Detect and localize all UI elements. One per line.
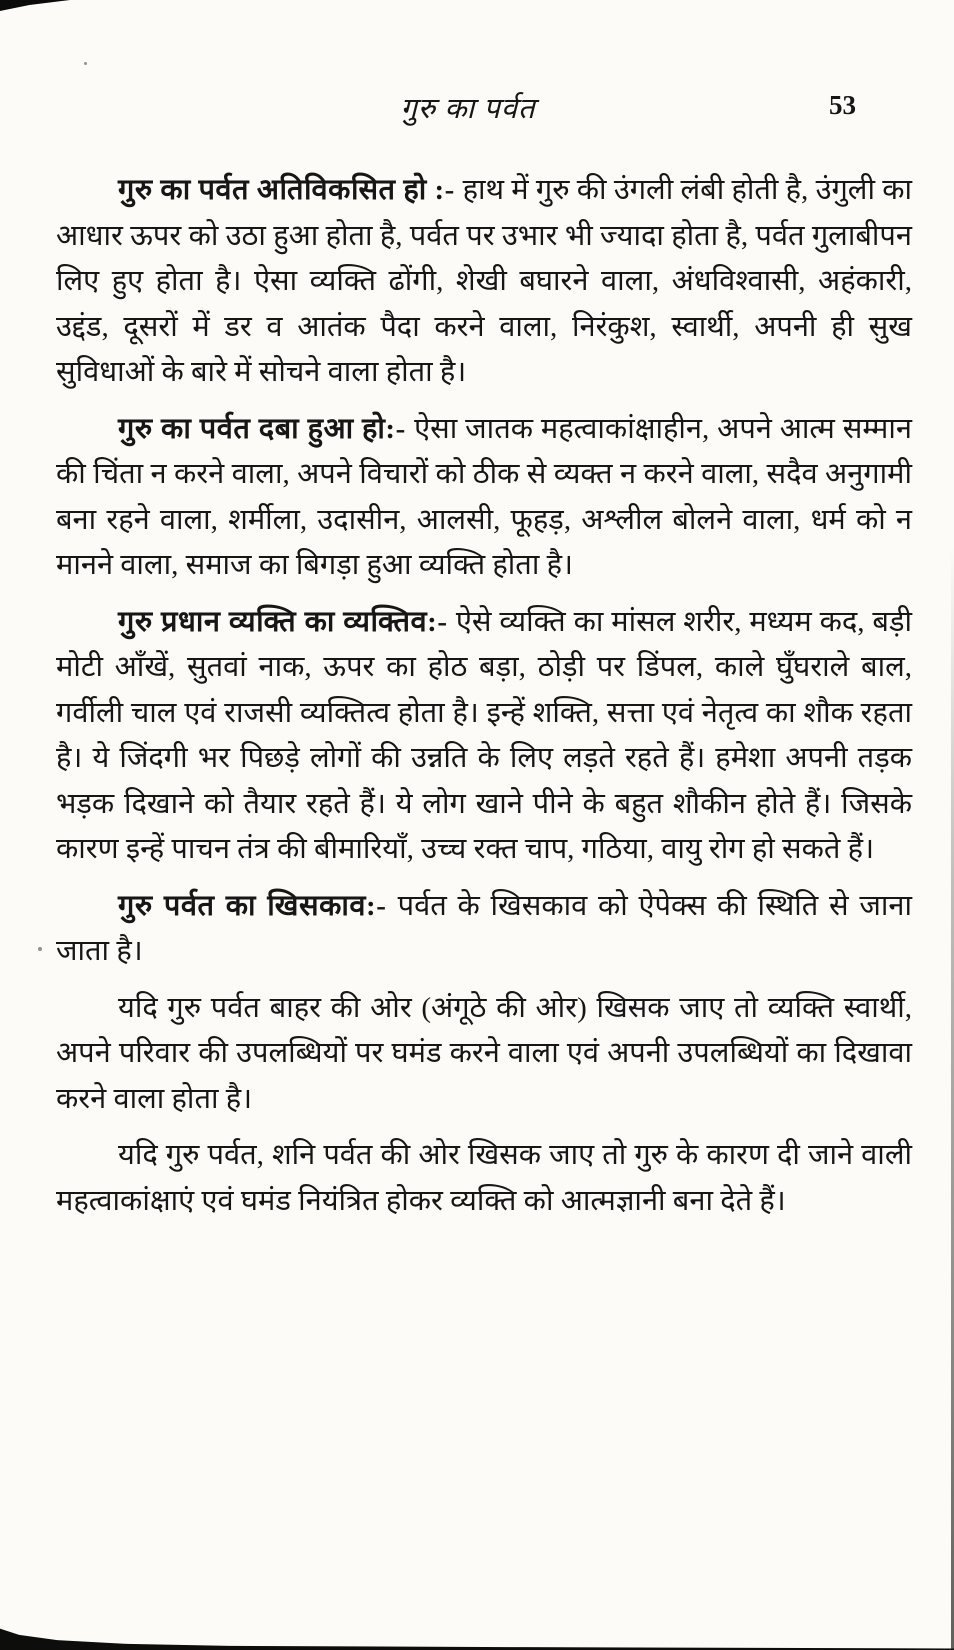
paragraph: यदि गुरु पर्वत बाहर की ओर (अंगूठे की ओर) खिसक जाए तो व्यक्ति स्वार्थी, अपने परिवार की उपलब्धियों पर घमंड करने वाला एवं अपनी उपलब्धियों का दिखावा करने वाला होता है। xyxy=(56,991,912,1115)
paragraph-heading: गुरु का पर्वत दबा हुआ हो:- xyxy=(118,412,415,445)
scan-speck xyxy=(84,62,87,65)
paragraph-heading: गुरु पर्वत का खिसकाव:- xyxy=(118,889,398,922)
scan-artifact-bottom-edge xyxy=(0,1624,954,1650)
scan-artifact-top-left-corner xyxy=(0,0,70,11)
page-number: 53 xyxy=(829,90,856,120)
paragraph: गुरु पर्वत का खिसकाव:- पर्वत के खिसकाव को ऐपेक्स की स्थिति से जाना जाता है। xyxy=(56,889,913,967)
paragraph: यदि गुरु पर्वत, शनि पर्वत की ओर खिसक जाए तो गुरु के कारण दी जाने वाली महत्वाकांक्षाएं एवं घमंड नियंत्रित होकर व्यक्ति को आत्मज्ञानी बना देते हैं। xyxy=(56,1139,912,1217)
paragraph: गुरु का पर्वत अतिविकसित हो :- हाथ में गुरु की उंगली लंबी होती है, उंगुली का आधार ऊपर को उठा हुआ होता है, पर्वत पर उभार भी ज्यादा होता है, पर्वत गुलाबीपन लिए हुए होता है। ऐसा व्यक्ति ढोंगी, शेखी बघारने वाला, अंधविश्वासी, अहंकारी, उद्दंड, दूसरों में डर व आतंक पैदा करने वाला, निरंकुश, स्वार्थी, अपनी ही सुख सुविधाओं के बारे में सोचने वाला होता है। xyxy=(56,174,912,388)
paragraph: गुरु का पर्वत दबा हुआ हो:- ऐसा जातक महत्वाकांक्षाहीन, अपने आत्म सम्मान की चिंता न करने वाला, अपने विचारों को ठीक से व्यक्त न करने वाला, सदैव अनुगामी बना रहने वाला, शर्मीला, उदासीन, आलसी, फूहड़, अश्लील बोलने वाला, धर्म को न मानने वाला, समाज का बिगड़ा हुआ व्यक्ति होता है। xyxy=(56,412,913,581)
scan-speck xyxy=(38,947,42,951)
running-title: गुरु का पर्वत xyxy=(400,93,536,125)
page-header xyxy=(0,88,954,128)
paragraph-heading: गुरु का पर्वत अतिविकसित हो :- xyxy=(118,174,463,206)
paragraph-heading: गुरु प्रधान व्यक्ति का व्यक्तिव:- xyxy=(118,605,456,638)
paragraph: गुरु प्रधान व्यक्ति का व्यक्तिव:- ऐसे व्यक्ति का मांसल शरीर, मध्यम कद, बड़ी मोटी आँखें, सुतवां नाक, ऊपर का होठ बड़ा, ठोड़ी पर डिंपल, काले घुँघराले बाल, गर्वीली चाल एवं राजसी व्यक्तित्व होता है। इन्हें शक्ति, सत्ता एवं नेतृत्व का शौक रहता है। ये जिंदगी भर पिछड़े लोगों की उन्नति के लिए लड़ते रहते हैं। हमेशा अपनी तड़क भड़क दिखाने को तैयार रहते हैं। ये लोग खाने पीने के बहुत शौकीन होते हैं। जिसके कारण इन्हें पाचन तंत्र की बीमारियाँ, उच्च रक्त चाप, गठिया, वायु रोग हो सकते हैं। xyxy=(56,605,913,865)
page-body-text xyxy=(56,168,912,1235)
